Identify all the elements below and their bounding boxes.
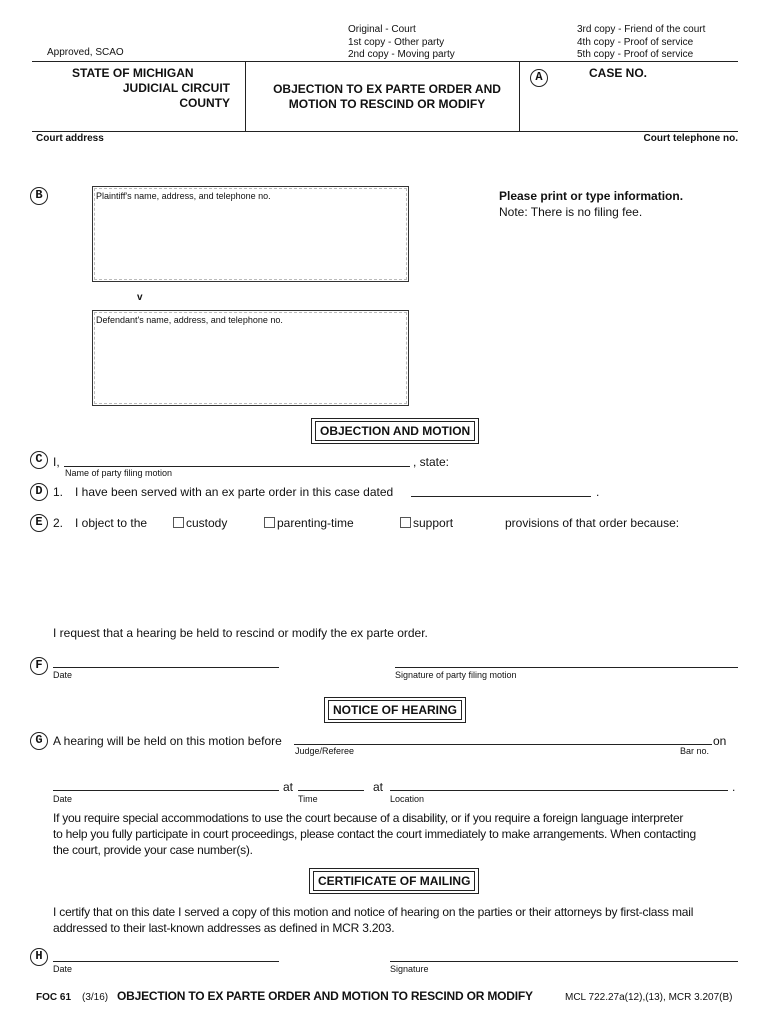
item1-text: I have been served with an ex parte order in this case dated — [75, 485, 394, 499]
custody-checkbox[interactable] — [173, 517, 184, 528]
case-no-label: CASE NO. — [589, 66, 648, 80]
certificate-line: addressed to their last-known addresses as defined in MCR 3.203. — [53, 921, 395, 935]
copy-distribution-right — [577, 24, 705, 62]
versus-label: v — [137, 292, 143, 303]
item2-text: I object to the — [75, 516, 148, 530]
plaintiff-box[interactable] — [92, 186, 409, 282]
defendant-box-inner — [94, 312, 407, 404]
mailing-signature-caption: Signature — [390, 964, 429, 974]
hearing-period: . — [732, 780, 736, 794]
header-bottom-rule — [32, 131, 738, 132]
accommodation-paragraph — [53, 810, 743, 858]
order-date-field[interactable] — [411, 496, 591, 497]
mailing-signature-field[interactable] — [390, 961, 738, 962]
support-label: support — [413, 516, 454, 530]
copy-line: 2nd copy - Moving party — [348, 49, 455, 60]
marker-d: D — [30, 483, 48, 501]
marker-h: H — [30, 948, 48, 966]
party-name-field[interactable] — [64, 466, 410, 467]
court-state-block — [60, 66, 230, 111]
mailing-date-field[interactable] — [53, 961, 279, 962]
hearing-location-field[interactable] — [390, 790, 728, 791]
parenting-time-option[interactable] — [264, 516, 354, 530]
hearing-date-field[interactable] — [53, 790, 279, 791]
instructions-note: Note: There is no filing fee. — [499, 205, 643, 219]
item2-suffix: provisions of that order because: — [505, 516, 680, 530]
motion-signature-caption: Signature of party filing motion — [395, 670, 517, 680]
plaintiff-box-inner — [94, 188, 407, 280]
objection-title-text: OBJECTION AND MOTION — [315, 421, 475, 441]
marker-a: A — [530, 69, 548, 87]
motion-date-caption: Date — [53, 670, 73, 680]
certificate-paragraph — [53, 904, 743, 936]
defendant-label: Defendant's name, address, and telephone no. — [96, 315, 283, 325]
copy-line: Original - Court — [348, 24, 416, 35]
hearing-text: A hearing will be held on this motion before — [53, 734, 282, 748]
header-divider — [245, 61, 246, 132]
hearing-time-field[interactable] — [298, 790, 364, 791]
i-prefix: I, — [53, 455, 60, 469]
marker-b: B — [30, 187, 48, 205]
copy-distribution-left — [348, 24, 455, 62]
hearing-date-caption: Date — [53, 794, 73, 804]
form-number: FOC 61 — [36, 992, 72, 1003]
copy-line: 4th copy - Proof of service — [577, 36, 694, 48]
judge-caption: Judge/Referee — [295, 746, 355, 756]
accommodation-line: to help you fully participate in court proceedings, please contact the court immediately to make arrangements. When contacting — [53, 827, 696, 841]
parenting-time-label: parenting-time — [277, 516, 354, 530]
item2-number: 2. — [53, 516, 64, 530]
state-line: STATE OF MICHIGAN — [72, 66, 194, 80]
support-option[interactable] — [400, 516, 453, 530]
instructions-bold: Please print or type information. — [499, 189, 684, 203]
court-phone-label: Court telephone no. — [643, 133, 738, 144]
objection-reason-area[interactable] — [53, 535, 738, 615]
marker-e: E — [30, 514, 48, 532]
item1-number: 1. — [53, 485, 64, 499]
motion-signature-field[interactable] — [395, 667, 738, 668]
party-name-caption: Name of party filing motion — [65, 468, 173, 478]
parenting-time-checkbox[interactable] — [264, 517, 275, 528]
accommodation-line: If you require special accommodations to use the court because of a disability, or if you require a foreign language interpreter — [53, 811, 684, 825]
support-checkbox[interactable] — [400, 517, 411, 528]
approved-label: Approved, SCAO — [47, 47, 124, 58]
form-title-line: OBJECTION TO EX PARTE ORDER AND — [273, 82, 501, 96]
copy-line: 5th copy - Proof of service — [577, 49, 694, 60]
form-title-line: MOTION TO RESCIND OR MODIFY — [288, 97, 486, 111]
certificate-title-text: CERTIFICATE OF MAILING — [313, 871, 475, 891]
footer-title: OBJECTION TO EX PARTE ORDER AND MOTION TO RESCIND OR MODIFY — [117, 989, 533, 1003]
on-label: on — [713, 734, 727, 748]
custody-option[interactable] — [173, 516, 227, 530]
plaintiff-label: Plaintiff's name, address, and telephone no. — [96, 191, 271, 201]
notice-title-text: NOTICE OF HEARING — [328, 700, 462, 720]
objection-title — [311, 418, 479, 444]
copy-line: 3rd copy - Friend of the court — [577, 24, 706, 35]
judge-field[interactable] — [294, 744, 712, 745]
motion-date-field[interactable] — [53, 667, 279, 668]
certificate-line: I certify that on this date I served a copy of this motion and notice of hearing on the parties or their attorneys by first-class mail — [53, 905, 694, 919]
marker-c: C — [30, 451, 48, 469]
marker-f: F — [30, 657, 48, 675]
hearing-time-caption: Time — [298, 794, 318, 804]
accommodation-line: the court, provide your case number(s). — [53, 843, 253, 857]
hearing-location-caption: Location — [390, 794, 425, 804]
item1-period: . — [596, 485, 600, 499]
hearing-request-text: I request that a hearing be held to rescind or modify the ex parte order. — [53, 626, 428, 640]
certificate-title — [309, 868, 479, 894]
footer-citation: MCL 722.27a(12),(13), MCR 3.207(B) — [565, 992, 733, 1003]
judicial-circuit-line: JUDICIAL CIRCUIT — [122, 81, 230, 95]
form-revision: (3/16) — [82, 992, 109, 1003]
copy-line: 1st copy - Other party — [348, 36, 445, 48]
at-label-2: at — [373, 780, 384, 794]
custody-label: custody — [186, 516, 228, 530]
court-address-label: Court address — [36, 133, 104, 144]
county-line: COUNTY — [179, 96, 230, 110]
bar-no-caption: Bar no. — [680, 746, 710, 756]
mailing-date-caption: Date — [53, 964, 73, 974]
form-title — [252, 82, 522, 112]
state-suffix: , state: — [413, 455, 450, 469]
defendant-box[interactable] — [92, 310, 409, 406]
notice-title — [324, 697, 466, 723]
at-label-1: at — [283, 780, 294, 794]
marker-g: G — [30, 732, 48, 750]
header-top-rule — [32, 61, 738, 62]
